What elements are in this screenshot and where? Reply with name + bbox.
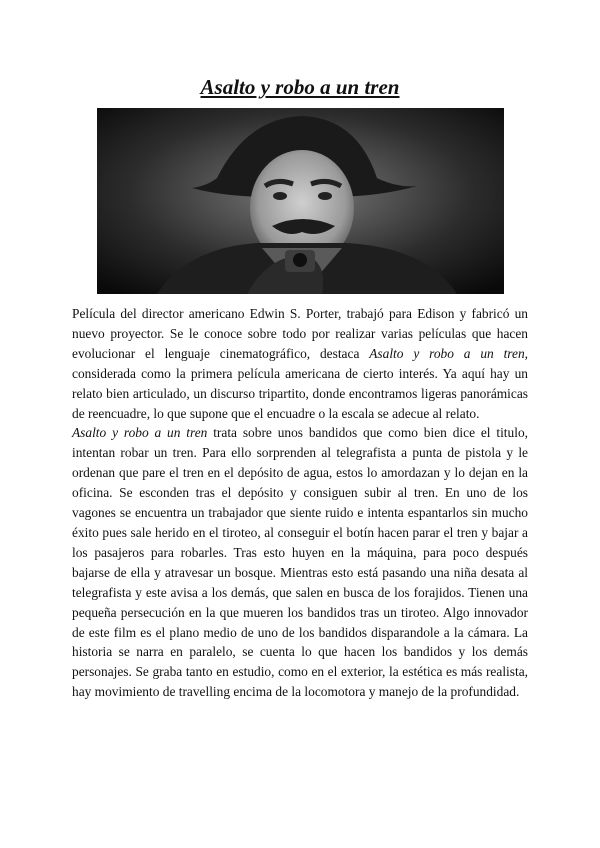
article-body <box>72 304 528 702</box>
film-still-image <box>97 108 504 294</box>
film-title-italic: Asalto y robo a un tren <box>72 425 208 441</box>
paragraph-plot <box>72 423 528 702</box>
document-title: Asalto y robo a un tren <box>200 75 400 99</box>
film-title-italic: Asalto y robo a un tren, <box>369 345 528 361</box>
paragraph-intro-text-a: Película del director americano Edwin S. Porter, trabajó para Edison y fabricó un nuevo proyector. Se le conoce sobre todo por realizar varias películas que hacen evolucionar el lenguaje cinematográfico, destaca <box>72 306 528 361</box>
paragraph-plot-text: trata sobre unos bandidos que como bien dice el titulo, intentan robar un tren. Para ello sorprenden al telegrafista a punta de pistola y le ordenan que pare el tren en el depósito de agua, estos lo amordazan y lo dejan en la oficina. Se esconden tras el depósito y consiguen subir al tren. En uno de los vagones se encuentra un trabajador que siente ruido e intenta espantarlos sin mucho éxito pues sale herido en el tiroteo, al conseguir el botín hacen parar el tren y bajar a los pasajeros para robarles. Tras esto huyen en la máquina, para poco después bajarse de ella y atravesar un bosque. Mientras esto está pasando una niña desata al telegrafista y este avisa a los demás, que salen en busca de los forajidos. Tienen una pequeña persecución en la que mueren los bandidos tras un tiroteo. Algo innovador de este film es el plano medio de uno de los bandidos disparandole a la cámara. La historia se narra en paralelo, se cuenta lo que hacen los bandidos y los demás personajes. Se graba tanto en estudio, como en el exterior, la estética es más realista, hay movimiento de travelling encima de la locomotora y manejo de la profundidad. <box>72 425 528 700</box>
paragraph-intro <box>72 304 528 423</box>
paragraph-intro-text-b: considerada como la primera película americana de cierto interés. Ya aquí hay un relato bien articulado, un discurso tripartito, donde encontramos ligeras panorámicas de reencuadre, lo que supone que el encuadre o la escala se adecue al relato. <box>72 365 528 421</box>
